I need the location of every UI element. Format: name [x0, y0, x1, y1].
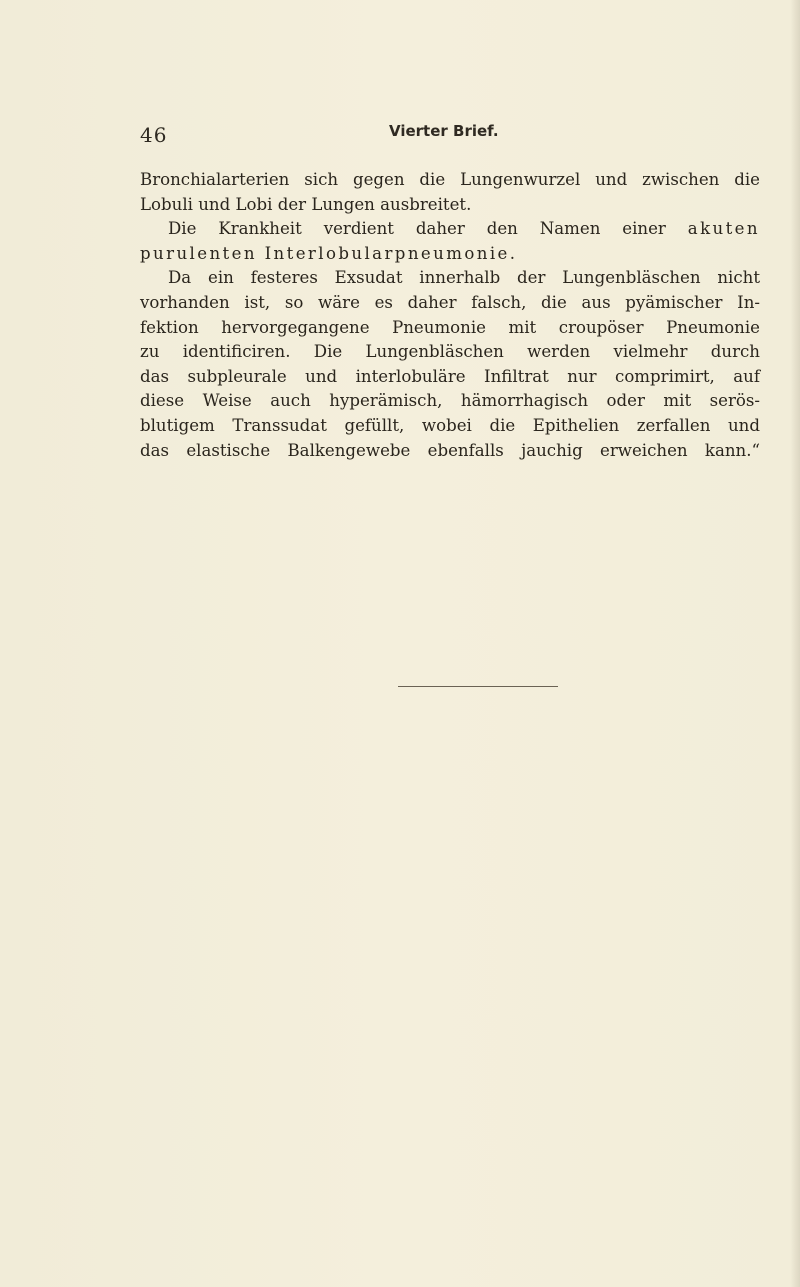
paragraph-1	[140, 168, 760, 217]
text-line: diese Weise auch hyperämisch, hämorrhagisch oder mit serös-	[140, 391, 760, 411]
text-segment: Die Krankheit verdient daher den Namen einer	[168, 219, 688, 239]
body-text	[140, 168, 760, 463]
section-rule	[398, 686, 558, 687]
text-line	[140, 217, 760, 242]
running-head: Vierter Brief.	[389, 122, 499, 140]
page-edge-shadow	[790, 0, 800, 1287]
text-line: das elastische Balkengewebe ebenfalls jauchig erweichen kann.“	[140, 440, 760, 460]
text-line: zu identificiren. Die Lungenbläschen werden vielmehr durch	[140, 342, 760, 362]
emphasized-text-line: purulenten Interlobularpneumonie.	[140, 243, 518, 263]
text-line: Da ein festeres Exsudat innerhalb der Lungenbläschen nicht	[168, 268, 760, 288]
page-header	[0, 118, 800, 158]
paragraph-3	[140, 266, 760, 463]
text-line: blutigem Transsudat gefüllt, wobei die Epithelien zerfallen und	[140, 415, 760, 435]
page-number: 46	[140, 123, 168, 147]
text-line: Lobuli und Lobi der Lungen ausbreitet.	[140, 194, 472, 214]
text-line: vorhanden ist, so wäre es daher falsch, die aus pyämischer In-	[140, 292, 760, 312]
paragraph-2	[140, 217, 760, 266]
text-line: Bronchialarterien sich gegen die Lungenwurzel und zwischen die	[140, 170, 760, 189]
emphasized-text: akuten	[687, 219, 760, 239]
text-line: fektion hervorgegangene Pneumonie mit croupöser Pneumonie	[140, 317, 760, 337]
text-line: das subpleurale und interlobuläre Infiltrat nur comprimirt, auf	[140, 366, 760, 386]
